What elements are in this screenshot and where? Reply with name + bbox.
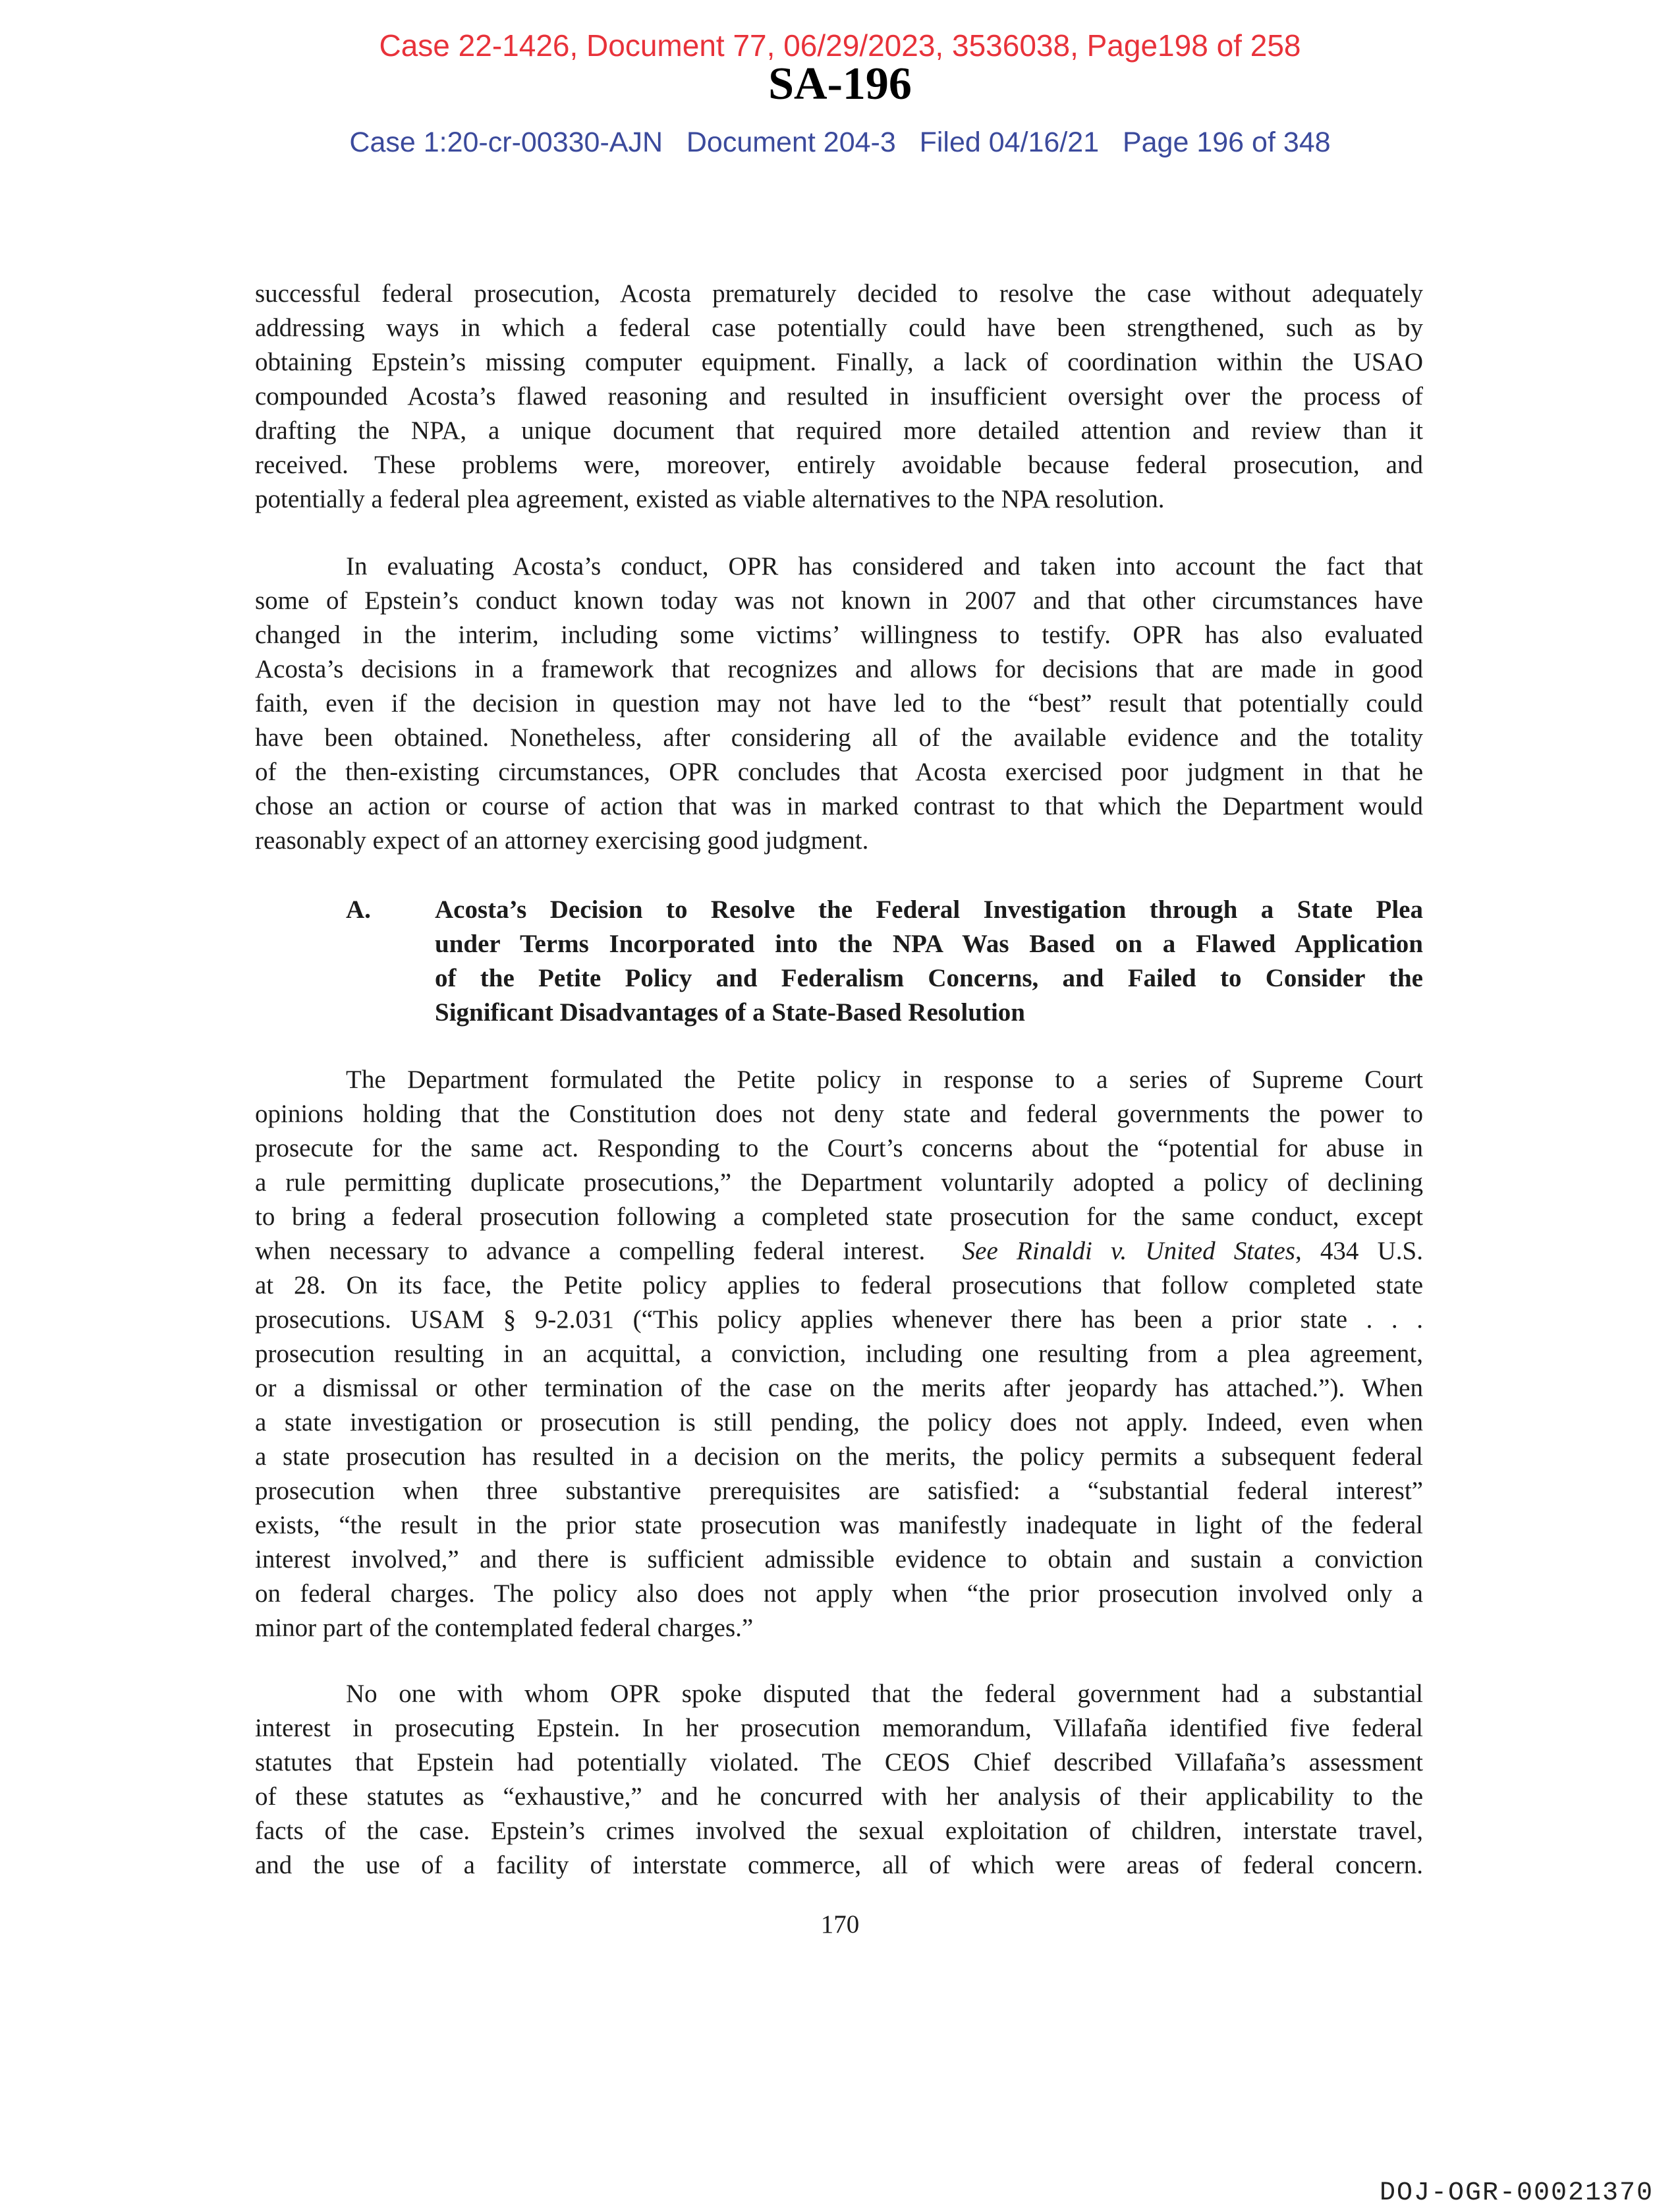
paragraph-line: prosecution resulting in an acquittal, a conviction, including one resulting from a plea agreement, [255, 1340, 1423, 1368]
section-heading-line: of the Petite Policy and Federalism Concerns, and Failed to Consider the [435, 964, 1423, 992]
paragraph-line: reasonably expect of an attorney exercising good judgment. [255, 826, 869, 855]
citation-case-name: Rinaldi v. United States [1017, 1237, 1295, 1265]
paragraph-line: faith, even if the decision in question may not have led to the “best” result that potentially could [255, 689, 1423, 718]
paragraph-line: or a dismissal or other termination of the case on the merits after jeopardy has attached.”). When [255, 1374, 1423, 1402]
paragraph-line: obtaining Epstein’s missing computer equipment. Finally, a lack of coordination within the USAO [255, 348, 1423, 376]
paragraph-line-with-citation [255, 1234, 1423, 1268]
section-heading-line: Significant Disadvantages of a State-Based Resolution [435, 998, 1025, 1027]
paragraph-line: statutes that Epstein had potentially violated. The CEOS Chief described Villafaña’s assessment [255, 1748, 1423, 1776]
paragraph-line: on federal charges. The policy also does not apply when “the prior prosecution involved only a [255, 1579, 1423, 1608]
paragraph-line: successful federal prosecution, Acosta prematurely decided to resolve the case without adequately [255, 279, 1423, 308]
section-heading-line: Acosta’s Decision to Resolve the Federal Investigation through a State Plea [435, 895, 1423, 924]
paragraph-line: and the use of a facility of interstate commerce, all of which were areas of federal concern. [255, 1851, 1423, 1879]
paragraph-line: changed in the interim, including some victims’ willingness to testify. OPR has also evaluated [255, 621, 1423, 649]
paragraph-line: addressing ways in which a federal case potentially could have been strengthened, such as by [255, 314, 1423, 342]
citation-reporter: , 434 U.S. [1295, 1237, 1423, 1265]
section-heading-line: under Terms Incorporated into the NPA Was Based on a Flawed Application [435, 930, 1423, 958]
district-filing-stamp: Case 1:20-cr-00330-AJN Document 204-3 Filed 04/16/21 Page 196 of 348 [349, 127, 1331, 158]
paragraph-line: minor part of the contemplated federal charges.” [255, 1614, 754, 1642]
paragraph-line: chose an action or course of action that was in marked contrast to that which the Department would [255, 792, 1423, 820]
paragraph-line: a state prosecution has resulted in a decision on the merits, the policy permits a subsequent federal [255, 1442, 1423, 1471]
paragraph-line: interest in prosecuting Epstein. In her prosecution memorandum, Villafaña identified five federal [255, 1714, 1423, 1742]
paragraph-line: prosecute for the same act. Responding to the Court’s concerns about the “potential for abuse in [255, 1134, 1423, 1162]
paragraph-line: a state investigation or prosecution is still pending, the policy does not apply. Indeed, even when [255, 1408, 1423, 1436]
paragraph-line: at 28. On its face, the Petite policy applies to federal prosecutions that follow completed state [255, 1271, 1423, 1299]
paragraph-line: of these statutes as “exhaustive,” and he concurred with her analysis of their applicability to the [255, 1782, 1423, 1811]
line-text: when necessary to advance a compelling federal interest. [255, 1237, 926, 1265]
paragraph-line: have been obtained. Nonetheless, after considering all of the available evidence and the totality [255, 723, 1423, 752]
paragraph-line: received. These problems were, moreover, entirely avoidable because federal prosecution, and [255, 451, 1423, 479]
section-label: A. [346, 895, 371, 924]
paragraph-line: No one with whom OPR spoke disputed that the federal government had a substantial [346, 1680, 1423, 1708]
paragraph-line: The Department formulated the Petite policy in response to a series of Supreme Court [346, 1065, 1423, 1094]
paragraph-line: drafting the NPA, a unique document that required more detailed attention and review than it [255, 416, 1423, 445]
paragraph-line: potentially a federal plea agreement, existed as viable alternatives to the NPA resolution. [255, 485, 1165, 513]
paragraph-line: interest involved,” and there is sufficient admissible evidence to obtain and sustain a conviction [255, 1545, 1423, 1574]
paragraph-line: a rule permitting duplicate prosecutions,” the Department voluntarily adopted a policy of declining [255, 1168, 1423, 1197]
paragraph-line: exists, “the result in the prior state prosecution was manifestly inadequate in light of the federal [255, 1511, 1423, 1539]
paragraph-line: prosecutions. USAM § 9-2.031 (“This policy applies whenever there has been a prior state . . . [255, 1305, 1423, 1334]
paragraph-line: to bring a federal prosecution following a completed state prosecution for the same conduct, except [255, 1203, 1423, 1231]
appellate-filing-stamp: Case 22-1426, Document 77, 06/29/2023, 3536038, Page198 of 258 [379, 28, 1301, 63]
paragraph-line: Acosta’s decisions in a framework that recognizes and allows for decisions that are made in good [255, 655, 1423, 683]
appendix-page-label: SA-196 [768, 59, 912, 109]
paragraph-line: opinions holding that the Constitution does not deny state and federal governments the power to [255, 1100, 1423, 1128]
page-number: 170 [820, 1910, 860, 1939]
paragraph-line: compounded Acosta’s flawed reasoning and resulted in insufficient oversight over the process of [255, 382, 1423, 411]
paragraph-line: In evaluating Acosta’s conduct, OPR has considered and taken into account the fact that [346, 552, 1423, 581]
paragraph-line: of the then-existing circumstances, OPR concludes that Acosta exercised poor judgment in that he [255, 758, 1423, 786]
citation-signal: See [962, 1237, 998, 1265]
paragraph-line: some of Epstein’s conduct known today was not known in 2007 and that other circumstances have [255, 586, 1423, 615]
paragraph-line: prosecution when three substantive prerequisites are satisfied: a “substantial federal interest” [255, 1477, 1423, 1505]
paragraph-line: facts of the case. Epstein’s crimes involved the sexual exploitation of children, interstate travel, [255, 1817, 1423, 1845]
bates-number: DOJ-OGR-00021370 [1379, 2178, 1654, 2208]
